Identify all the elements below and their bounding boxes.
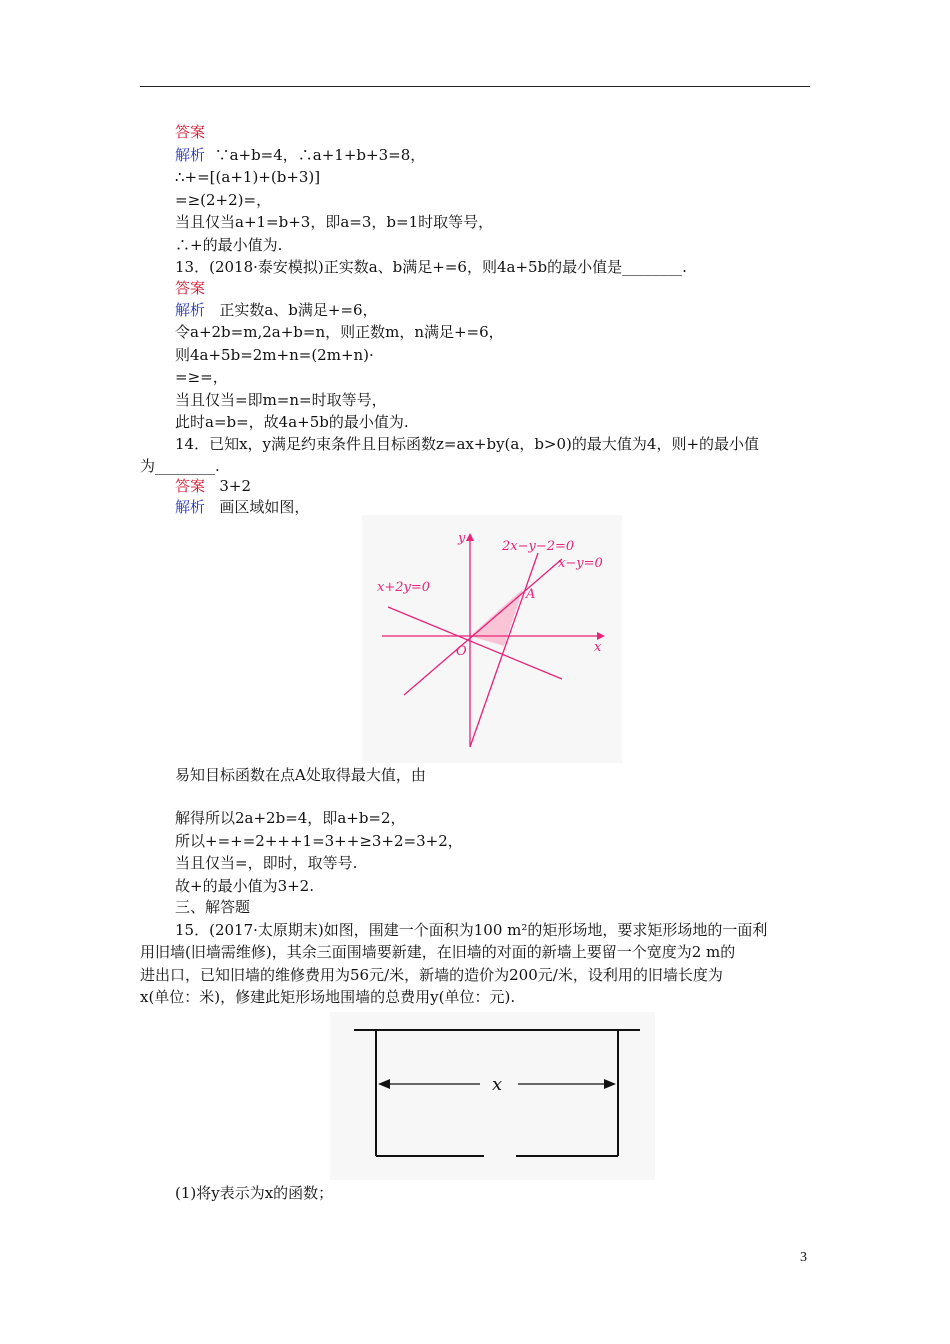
solution-line: =≥=， xyxy=(175,368,228,386)
solution-line: 当且仅当=，即时，取等号. xyxy=(175,854,358,872)
line-label-x-y: x−y=0 xyxy=(558,556,603,571)
solution-line: 解析 画区域如图， xyxy=(175,498,310,516)
sub-question-1: (1)将y表示为x的函数； xyxy=(175,1184,334,1202)
x-axis-label: x xyxy=(594,640,602,655)
page-number: 3 xyxy=(800,1250,807,1265)
solution-line: =≥(2+2)=， xyxy=(175,191,272,209)
solution-line: 当且仅当=即m=n=时取等号， xyxy=(175,391,387,409)
question-14: 14．已知x，y满足约束条件且目标函数z=ax+by(a，b>0)的最大值为4，则+的最小值 xyxy=(175,435,760,453)
solution-line: 则4a+5b=2m+n=(2m+n)· xyxy=(175,346,374,364)
point-a-label: A xyxy=(526,587,536,602)
line-label-x-2y: x+2y=0 xyxy=(377,580,431,595)
solution-line: ∴+的最小值为. xyxy=(175,236,283,254)
solution-line: 解析 ∵a+b=4，∴a+1+b+3=8， xyxy=(175,146,426,164)
question-14-cont: 为________. xyxy=(140,457,220,475)
solution-line: 解得所以2a+2b=4，即a+b=2， xyxy=(175,809,406,827)
question-15-cont: 用旧墙(旧墙需维修)，其余三面围墙要新建，在旧墙的对面的新墙上要留一个宽度为2 m的 xyxy=(140,943,736,961)
origin-label: O xyxy=(456,644,467,659)
question-15: 15．(2017·太原期末)如图，围建一个面积为100 m²的矩形场地，要求矩形场地的一面利 xyxy=(175,921,768,939)
figure-background xyxy=(330,1012,655,1180)
line-label-2x-y-2: 2x−y−2=0 xyxy=(502,539,575,554)
solution-line: 所以+=+=2+++1=3++≥3+2=3+2， xyxy=(175,832,463,850)
answer-14: 答案 3+2 xyxy=(175,477,251,495)
solution-line: ∴+=[(a+1)+(b+3)] xyxy=(175,168,321,186)
question-15-cont: 进出口，已知旧墙的维修费用为56元/米，新墙的造价为200元/米，设利用的旧墙长度为 xyxy=(140,966,723,984)
rectangle-field-figure xyxy=(330,1012,655,1180)
solution-line: 故+的最小值为3+2. xyxy=(175,877,314,895)
solution-line: 令a+2b=m,2a+b=n，则正数m，n满足+=6， xyxy=(175,323,504,341)
solution-line: 当且仅当a+1=b+3，即a=3，b=1时取等号， xyxy=(175,213,494,231)
solution-line: 此时a=b=，故4a+5b的最小值为. xyxy=(175,413,409,431)
answer-label-12: 答案 xyxy=(175,123,206,141)
solution-line: 易知目标函数在点A处取得最大值，由 xyxy=(175,766,426,784)
y-axis-label: y xyxy=(458,531,466,546)
solution-line: 解析 正实数a、b满足+=6， xyxy=(175,301,378,319)
section-heading: 三、解答题 xyxy=(175,898,251,916)
question-13: 13．(2018·泰安模拟)正实数a、b满足+=6，则4a+5b的最小值是________. xyxy=(175,258,687,276)
header-rule xyxy=(140,86,810,87)
answer-label-13: 答案 xyxy=(175,279,206,297)
question-15-cont: x(单位：米)，修建此矩形场地围墙的总费用y(单位：元). xyxy=(140,988,516,1006)
dimension-label-x: x xyxy=(492,1074,503,1095)
feasible-region-graph xyxy=(362,515,622,763)
